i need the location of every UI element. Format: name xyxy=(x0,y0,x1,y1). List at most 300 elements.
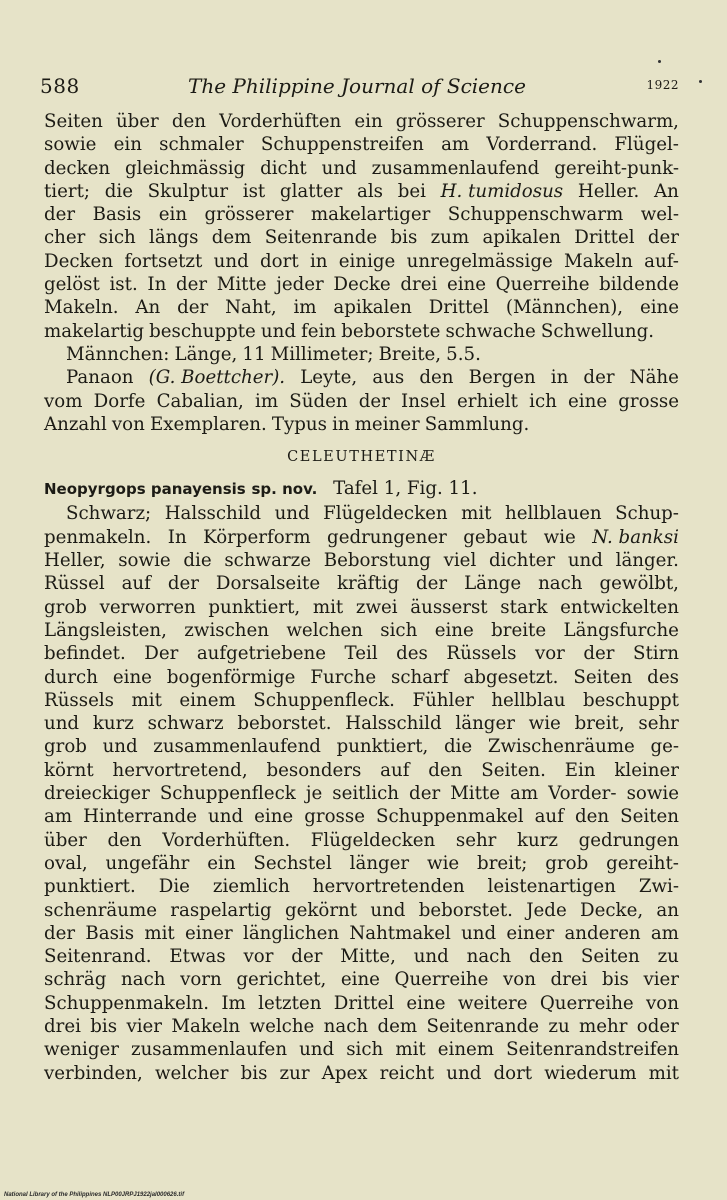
word: Fühler xyxy=(412,689,474,711)
word: Vorder- xyxy=(548,783,617,805)
word: mit xyxy=(648,1062,679,1084)
word: und xyxy=(213,250,249,272)
word: bis xyxy=(240,1062,268,1084)
word: ein xyxy=(113,134,142,156)
word: Halsschild xyxy=(345,713,442,735)
word: Vorderrand. xyxy=(486,134,598,156)
word: körnt xyxy=(44,759,94,781)
word: der xyxy=(44,204,76,226)
word: Basis xyxy=(85,922,135,944)
word: welche xyxy=(249,1015,315,1037)
word: auf xyxy=(380,759,410,781)
word: dort xyxy=(260,250,299,272)
word: entwickelten xyxy=(560,596,679,618)
word: breit, xyxy=(574,713,625,735)
word: zu xyxy=(657,946,679,968)
scan-footer: National Library of the Philippines NLP00JRPJ1922jal000626.tif xyxy=(4,1192,185,1198)
word: Ein xyxy=(564,759,596,781)
word: Zwischenräume xyxy=(487,736,635,758)
word: Mitte xyxy=(450,783,501,805)
word: Etwas xyxy=(169,946,226,968)
word: mit xyxy=(395,1039,426,1061)
word: sowie xyxy=(118,550,171,572)
word: Decken xyxy=(44,250,114,272)
word: Flügeldecken xyxy=(323,503,448,525)
word: wiederum xyxy=(544,1062,637,1084)
word: Länge xyxy=(464,573,522,595)
word: Männchen: xyxy=(66,343,170,365)
word: Schuppenmakel xyxy=(376,806,524,828)
word: ist xyxy=(242,180,266,202)
word: Dorfe xyxy=(93,390,146,412)
word: makelartig xyxy=(44,320,144,342)
text-line xyxy=(44,875,679,898)
word: Mitte xyxy=(216,274,267,296)
word: Skulptur xyxy=(147,180,229,202)
word: die xyxy=(183,550,212,572)
word: viel xyxy=(443,550,477,572)
scan-speck xyxy=(658,60,661,63)
text-line xyxy=(44,273,679,296)
word: oder xyxy=(636,1015,679,1037)
word: Drittel xyxy=(428,297,489,319)
word: des xyxy=(396,643,428,665)
word: von xyxy=(502,969,536,991)
word: sich xyxy=(346,1039,384,1061)
word: schwarze xyxy=(224,550,312,572)
word: Millimeter; xyxy=(270,343,374,365)
word: und xyxy=(44,713,80,735)
word: Rüssels xyxy=(44,689,114,711)
word: bis xyxy=(390,227,418,249)
word: welcher xyxy=(154,1062,229,1084)
word: im xyxy=(255,390,279,412)
word: Seiten xyxy=(620,806,679,828)
word: beborstete xyxy=(341,320,441,342)
word: gereiht-punk- xyxy=(554,157,679,179)
word: Basis xyxy=(92,204,142,226)
word: und xyxy=(208,806,244,828)
word: Seiten xyxy=(580,946,640,968)
word: dreieckiger xyxy=(44,783,150,805)
text-line xyxy=(44,829,679,852)
word: decken xyxy=(44,157,111,179)
word: und xyxy=(567,550,603,572)
word: eine xyxy=(434,619,474,641)
word: und xyxy=(102,736,138,758)
species-name: Neopyrgops panayensis xyxy=(44,480,246,499)
word: Hinterrande xyxy=(83,806,197,828)
word: nach xyxy=(121,969,166,991)
text-line xyxy=(44,759,679,782)
word: beborstet. xyxy=(237,713,332,735)
word: Typus xyxy=(271,413,327,435)
word: und xyxy=(274,503,310,525)
word: schwache xyxy=(445,320,536,342)
text-line xyxy=(44,250,679,273)
word: durch xyxy=(44,666,98,688)
word: auf- xyxy=(644,250,679,272)
word: kleiner xyxy=(614,759,679,781)
word: gedrungen xyxy=(578,829,679,851)
word: jeder xyxy=(276,274,324,296)
word: glatter xyxy=(279,180,343,202)
text-line xyxy=(44,782,679,805)
word: zu xyxy=(548,1015,570,1037)
word: hervortretenden xyxy=(312,876,465,898)
word: scharf xyxy=(391,666,449,688)
word: abgesetzt. xyxy=(463,666,559,688)
word: Breite, xyxy=(378,343,442,365)
word: drei xyxy=(550,969,588,991)
word: H. tumidosus xyxy=(440,180,564,202)
word: einer xyxy=(184,922,233,944)
word: grob xyxy=(44,596,87,618)
scan-speck xyxy=(699,80,702,83)
text-line xyxy=(44,642,679,665)
word: ein xyxy=(207,852,236,874)
word: gleichmässig xyxy=(125,157,246,179)
word: punktiert. xyxy=(44,876,136,898)
text-line xyxy=(44,735,679,758)
word: stark xyxy=(500,596,548,618)
word: oval, xyxy=(44,852,88,874)
word: bis xyxy=(602,969,629,991)
word: der xyxy=(416,573,448,595)
word: drei xyxy=(44,1015,81,1037)
word: grob xyxy=(545,852,589,874)
word: und xyxy=(260,320,296,342)
word: apikalen xyxy=(333,297,412,319)
word: befindet. xyxy=(44,643,126,665)
word: hellblauen xyxy=(504,503,602,525)
word: gelöst xyxy=(44,274,100,296)
word: 5.5. xyxy=(446,343,481,365)
word: Schwarz; xyxy=(66,503,152,525)
word: Länge, xyxy=(174,343,238,365)
word: Makeln xyxy=(171,1015,241,1037)
word: Insel xyxy=(401,390,446,412)
word: In xyxy=(147,274,167,296)
word: mit xyxy=(461,503,492,525)
word: ist. xyxy=(109,274,138,296)
word: unregelmässige xyxy=(406,250,553,272)
word: den xyxy=(419,367,454,389)
word: Anzahl xyxy=(44,413,107,435)
word: zusammenlaufen xyxy=(131,1039,288,1061)
word: längs xyxy=(149,227,199,249)
word: grosse xyxy=(304,806,365,828)
word: Flügeldecken xyxy=(310,829,436,851)
text-line xyxy=(44,180,679,203)
word: Schwellung. xyxy=(540,320,655,342)
word: zum xyxy=(430,227,470,249)
word: Schuppenfleck xyxy=(159,783,296,805)
word: gereiht- xyxy=(606,852,679,874)
word: schenräume xyxy=(44,899,157,921)
measurements-paragraph xyxy=(44,343,679,366)
word: je xyxy=(305,783,323,805)
word: Heller, xyxy=(44,550,106,572)
word: Schup- xyxy=(615,503,679,525)
text-line xyxy=(44,596,679,619)
word: Seitenrande xyxy=(426,1015,539,1037)
word: Rüssel xyxy=(44,573,105,595)
word: Schuppenschwarm, xyxy=(497,111,679,132)
word: Halsschild xyxy=(164,503,262,525)
word: der xyxy=(409,783,441,805)
word: Seitenrand. xyxy=(44,946,152,968)
word: der xyxy=(647,227,679,249)
text-line xyxy=(44,1038,679,1061)
word: sehr xyxy=(455,829,497,851)
word: vor xyxy=(243,946,274,968)
word: der xyxy=(583,643,615,665)
word: Nähe xyxy=(629,367,679,389)
word: Dorsalseite xyxy=(215,573,321,595)
word: Flügel- xyxy=(614,134,679,156)
word: grösserer xyxy=(204,204,294,226)
word: und xyxy=(413,946,449,968)
plate-reference: Tafel 1, Fig. 11. xyxy=(333,478,478,500)
word: punktiert, xyxy=(336,736,429,758)
word: den xyxy=(574,806,610,828)
word: äusserst xyxy=(410,596,488,618)
word: und xyxy=(299,1039,335,1061)
word: kurz xyxy=(517,829,559,851)
word: gedrungener xyxy=(327,526,447,548)
word: mit xyxy=(312,596,344,618)
word: im xyxy=(293,297,317,319)
word: am xyxy=(44,806,73,828)
word: grob xyxy=(44,736,87,758)
locality-paragraph xyxy=(44,366,679,436)
word: raspelartig xyxy=(170,899,272,921)
word: drei xyxy=(400,274,438,296)
word: dichter xyxy=(488,550,556,572)
word: und xyxy=(321,157,357,179)
word: welchen xyxy=(286,619,363,641)
word: Vorderhüften. xyxy=(162,829,291,851)
word: der xyxy=(177,297,209,319)
journal-title: The Philippine Journal of Science xyxy=(188,74,526,98)
word: den xyxy=(528,946,564,968)
word: ungefähr xyxy=(105,852,190,874)
word: breite xyxy=(491,619,547,641)
word: ein xyxy=(354,111,383,132)
word: Seiten xyxy=(573,666,633,688)
page-number: 588 xyxy=(40,74,80,98)
text-line xyxy=(44,1062,679,1085)
word: Mitte, xyxy=(340,946,396,968)
word: wie xyxy=(528,713,561,735)
word: dicht xyxy=(260,157,307,179)
word: zwischen xyxy=(184,619,269,641)
text-line xyxy=(44,619,679,642)
word: beschuppt xyxy=(582,689,679,711)
word: Der xyxy=(144,643,179,665)
word: gebaut xyxy=(463,526,528,548)
word: der xyxy=(167,573,199,595)
word: an xyxy=(656,899,679,921)
text-line xyxy=(44,922,679,945)
word: leistenartigen xyxy=(487,876,616,898)
word: sowie xyxy=(44,134,97,156)
word: am xyxy=(510,783,539,805)
text-line xyxy=(44,712,679,735)
text-line xyxy=(44,390,679,413)
word: der xyxy=(44,922,76,944)
word: Querreihe xyxy=(394,969,489,991)
word: länglichen xyxy=(243,922,340,944)
word: Stirn xyxy=(633,643,679,665)
word: den xyxy=(107,829,142,851)
word: besonders xyxy=(266,759,362,781)
word: Decke xyxy=(333,274,391,296)
word: sich xyxy=(98,227,136,249)
word: bei xyxy=(397,180,426,202)
word: der xyxy=(583,367,615,389)
word: vier xyxy=(126,1015,162,1037)
word: Beborstung xyxy=(323,550,431,572)
word: verbinden, xyxy=(44,1062,143,1084)
year: 1922 xyxy=(646,78,679,92)
text-line xyxy=(44,366,679,389)
word: zur xyxy=(279,1062,310,1084)
word: eine xyxy=(406,992,446,1014)
word: nach xyxy=(323,1015,369,1037)
word: beschuppte xyxy=(149,320,256,342)
word: am xyxy=(650,922,679,944)
text-line xyxy=(44,572,679,595)
word: mit xyxy=(131,689,162,711)
word: die xyxy=(104,180,133,202)
word: Nahtmakel xyxy=(349,922,451,944)
word: nach xyxy=(466,946,512,968)
word: Querreihe xyxy=(495,274,590,296)
word: tiert; xyxy=(44,180,91,202)
word: grösserer xyxy=(395,111,485,132)
running-header xyxy=(40,66,707,102)
word: Im xyxy=(221,992,246,1014)
word: zusammenlaufend xyxy=(371,157,540,179)
word: anderen xyxy=(564,922,641,944)
text-line xyxy=(44,133,679,156)
word: der xyxy=(358,390,390,412)
word: mehr xyxy=(579,1015,628,1037)
word: Cabalian, xyxy=(156,390,244,412)
word: auf xyxy=(121,573,151,595)
text-line xyxy=(44,157,679,180)
word: Jede xyxy=(526,899,567,921)
word: verworren xyxy=(99,596,196,618)
text-line xyxy=(44,666,679,689)
text-line xyxy=(44,689,679,712)
word: einer xyxy=(506,922,555,944)
word: über xyxy=(44,829,87,851)
word: Furche xyxy=(310,666,377,688)
species-heading xyxy=(44,477,679,500)
word: Seitenrande xyxy=(264,227,378,249)
word: Querreihe xyxy=(539,992,634,1014)
word: der xyxy=(175,274,208,296)
text-line xyxy=(44,226,679,249)
word: Schuppenfleck. xyxy=(253,689,395,711)
word: von xyxy=(646,992,679,1014)
word: schwarz xyxy=(147,713,224,735)
word: Apex xyxy=(321,1062,368,1084)
species-description xyxy=(44,502,679,1084)
word: ge- xyxy=(650,736,679,758)
text-line xyxy=(44,549,679,572)
word: breit; xyxy=(477,852,528,874)
word: nach xyxy=(538,573,583,595)
word: über xyxy=(115,111,159,132)
word: Teil xyxy=(344,643,378,665)
word: N. banksi xyxy=(592,526,679,548)
text-line xyxy=(44,852,679,875)
text-line xyxy=(44,1015,679,1038)
word: den xyxy=(428,759,463,781)
word: zusammenlaufend xyxy=(153,736,321,758)
section-heading: CELEUTHETINÆ xyxy=(287,449,436,466)
word: meiner xyxy=(354,413,420,435)
word: zwei xyxy=(355,596,398,618)
text-line xyxy=(44,945,679,968)
word: Seiten xyxy=(44,111,103,132)
word: sehr xyxy=(638,713,679,735)
body-text xyxy=(44,110,679,1085)
word: kurz xyxy=(92,713,134,735)
word: An xyxy=(654,180,679,202)
word: letzten xyxy=(258,992,322,1014)
word: länger. xyxy=(615,550,679,572)
word: vor xyxy=(534,643,565,665)
word: und xyxy=(461,922,497,944)
word: hellblau xyxy=(491,689,566,711)
word: Schuppenschwarm xyxy=(447,204,624,226)
word: Die xyxy=(158,876,190,898)
word: vorn xyxy=(180,969,222,991)
word: des xyxy=(647,666,679,688)
word: Sammlung. xyxy=(424,413,530,435)
text-line xyxy=(44,526,679,549)
word: schmaler xyxy=(159,134,244,156)
word: dort xyxy=(493,1062,533,1084)
word: cher xyxy=(44,227,86,249)
word: hervortretend, xyxy=(112,759,248,781)
word: schräg xyxy=(44,969,107,991)
word: Makeln. xyxy=(44,297,119,319)
word: in xyxy=(309,250,328,272)
text-line xyxy=(44,203,679,226)
text-line xyxy=(44,805,679,828)
text-line xyxy=(44,296,679,319)
word: Heller. xyxy=(577,180,640,202)
word: Exemplaren. xyxy=(149,413,267,435)
word: dem xyxy=(377,1015,418,1037)
text-line xyxy=(44,992,679,1015)
word: aus xyxy=(372,367,405,389)
word: ziemlich xyxy=(212,876,290,898)
word: Süden xyxy=(289,390,348,412)
text-line xyxy=(44,968,679,991)
word: Seiten. xyxy=(481,759,546,781)
word: (Männchen), xyxy=(505,297,624,319)
word: Panaon xyxy=(66,367,134,389)
word: fortsetzt xyxy=(124,250,203,272)
word: sich xyxy=(380,619,418,641)
